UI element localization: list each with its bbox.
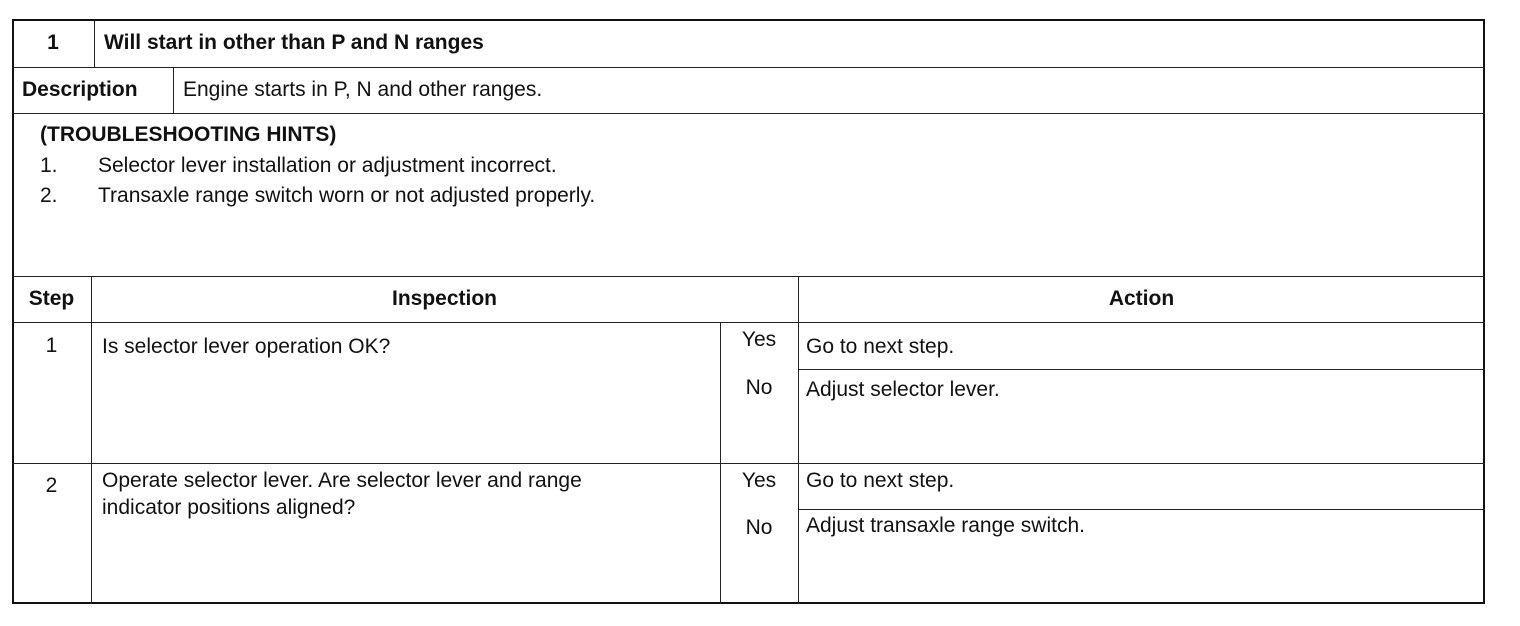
- row-2-no-action: Adjust transaxle range switch.: [806, 514, 1085, 537]
- description-label: Description: [22, 78, 138, 101]
- row-1-yes-label: Yes: [741, 328, 777, 351]
- rule-description-label: [173, 67, 174, 113]
- row-1-step: 1: [45, 334, 58, 357]
- column-header-inspection: Inspection: [391, 287, 497, 310]
- hint-2-text: Transaxle range switch worn or not adjusted properly.: [98, 184, 596, 207]
- row-2-no-label: No: [745, 516, 773, 539]
- row-1-no-label: No: [745, 376, 773, 399]
- row-1-inspection: Is selector lever operation OK?: [102, 335, 391, 358]
- column-header-action: Action: [1108, 287, 1175, 310]
- row-2-yes-label: Yes: [741, 469, 777, 492]
- rule-row1-yes-no: [798, 369, 1485, 370]
- column-header-step: Step: [28, 287, 75, 310]
- row-2-yes-action: Go to next step.: [806, 469, 955, 492]
- rule-below-column-headers: [12, 322, 1485, 323]
- hints-title: (TROUBLESHOOTING HINTS): [40, 123, 337, 146]
- row-2-inspection-line-1: Operate selector lever. Are selector lever and range: [102, 469, 582, 492]
- rule-below-header: [12, 67, 1485, 68]
- rule-step-column: [91, 276, 92, 604]
- problem-title: Will start in other than P and N ranges: [104, 31, 484, 54]
- row-2-inspection-line-2: indicator positions aligned?: [102, 496, 356, 519]
- rule-action-column: [798, 276, 799, 604]
- rule-below-description: [12, 113, 1485, 114]
- rule-between-rows: [12, 463, 1485, 464]
- rule-below-hints: [12, 276, 1485, 277]
- hint-1-number: 1.: [40, 154, 58, 177]
- row-1-yes-action: Go to next step.: [806, 335, 955, 358]
- rule-yes-no-column: [720, 322, 721, 604]
- row-1-no-action: Adjust selector lever.: [806, 378, 1000, 401]
- description-text: Engine starts in P, N and other ranges.: [183, 78, 543, 101]
- hint-2-number: 2.: [40, 184, 58, 207]
- rule-header-number: [94, 19, 95, 67]
- rule-row2-yes-no: [798, 509, 1485, 510]
- problem-number: 1: [47, 31, 59, 54]
- hint-1-text: Selector lever installation or adjustment incorrect.: [98, 154, 557, 177]
- row-2-step: 2: [45, 474, 58, 497]
